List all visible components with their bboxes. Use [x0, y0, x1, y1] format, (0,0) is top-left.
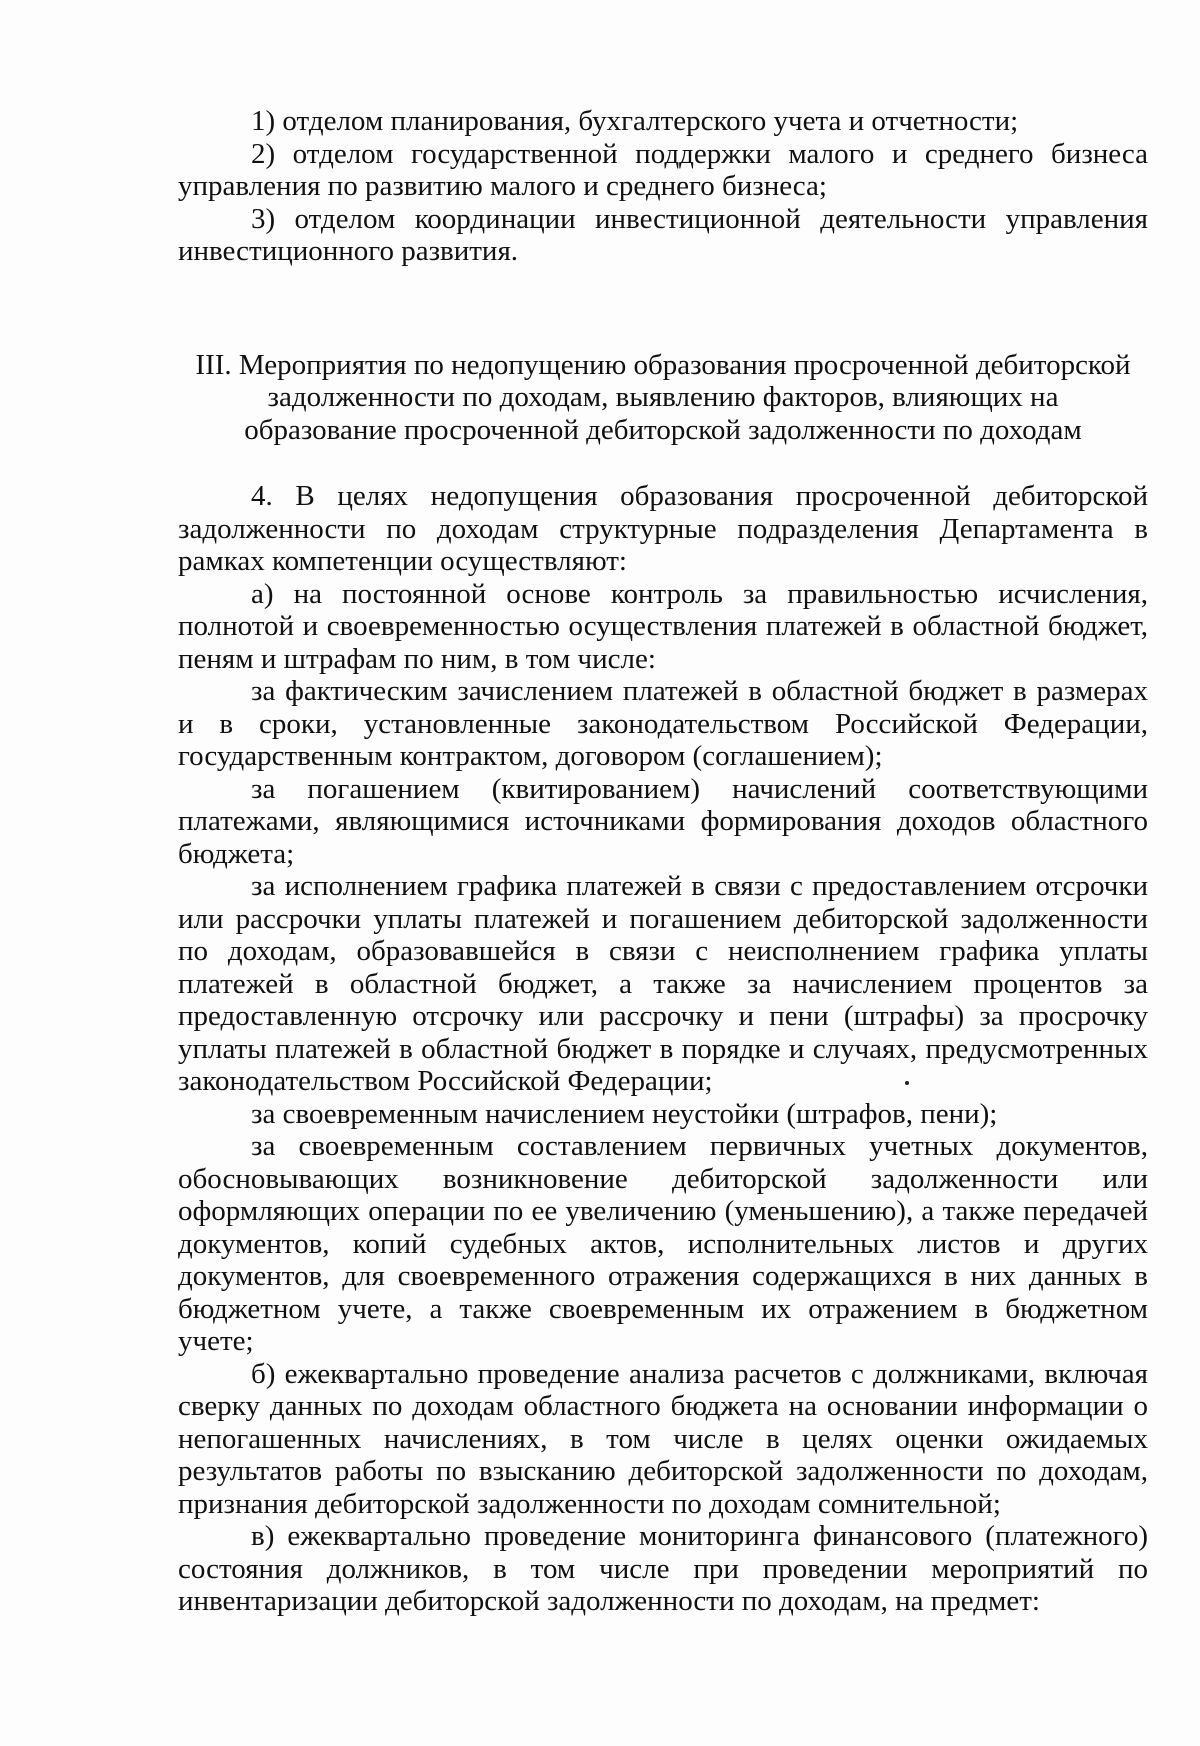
section-heading: III. Мероприятия по недопущению образования просроченной дебиторской задолженности по доходам, выявлению факторов, влияющих на образование просроченной дебиторской задолженности по доходам [195, 348, 1131, 446]
list-item-2: 2) отделом государственной поддержки малого и среднего бизнеса управления по развитию малого и среднего бизнеса; [178, 137, 1148, 202]
scan-speck [905, 1081, 909, 1085]
list-item-1: 1) отделом планирования, бухгалтерского учета и отчетности; [251, 105, 1019, 137]
paragraph-penalties: за своевременным начислением неустойки (штрафов, пени); [251, 1097, 998, 1130]
list-item-3: 3) отделом координации инвестиционной деятельности управления инвестиционного развития. [178, 202, 1148, 267]
paragraph-primary-documents: за своевременным составлением первичных учетных документов, обосновывающих возникновение дебиторской задолженности или оформляющих операции по ее увеличению (уменьшению), а также передачей документов, копий судебных актов, исполнительных листов и других документов, для своевременного отражения содержащихся в них данных в бюджетном учете, а также своевременным их отражением в бюджетном учете; [178, 1130, 1148, 1357]
spacer [178, 268, 1148, 349]
spacer [178, 446, 1148, 480]
paragraph-4: 4. В целях недопущения образования просроченной дебиторской задолженности по доходам структурные подразделения Департамента в рамках компетенции осуществляют: [178, 480, 1148, 577]
paragraph-repayment: за погашением (квитированием) начислений соответствующими платежами, являющимися источниками формирования доходов областного бюджета; [178, 772, 1148, 870]
paragraph-actual-payments: за фактическим зачислением платежей в областной бюджет в размерах и в сроки, установленные законодательством Российской Федерации, государственным контрактом, договором (соглашением); [178, 675, 1148, 772]
paragraph-v: в) ежеквартально проведение мониторинга финансового (платежного) состояния должников, в том числе при проведении мероприятий по инвентаризации дебиторской задолженности по доходам, на предмет: [178, 1520, 1148, 1617]
paragraph-a: а) на постоянной основе контроль за правильностью исчисления, полнотой и своевременностью осуществления платежей в областной бюджет, пеням и штрафам по ним, в том числе: [178, 577, 1148, 675]
paragraph-schedule: за исполнением графика платежей в связи с предоставлением отсрочки или рассрочки уплаты платежей и погашением дебиторской задолженности по доходам, образовавшейся в связи с неисполнением графика уплаты платежей в областной бюджет, а также за начислением процентов за предоставленную отсрочку или рассрочку и пени (штрафы) за просрочку уплаты платежей в областной бюджет в порядке и случаях, предусмотренных законодательством Российской Федерации; [178, 870, 1148, 1097]
document-body [178, 105, 1148, 1618]
paragraph-b: б) ежеквартально проведение анализа расчетов с должниками, включая сверку данных по доходам областного бюджета на основании информации о непогашенных начислениях, в том числе в целях оценки ожидаемых результатов работы по взысканию дебиторской задолженности по доходам, признания дебиторской задолженности по доходам сомнительной; [178, 1357, 1148, 1520]
